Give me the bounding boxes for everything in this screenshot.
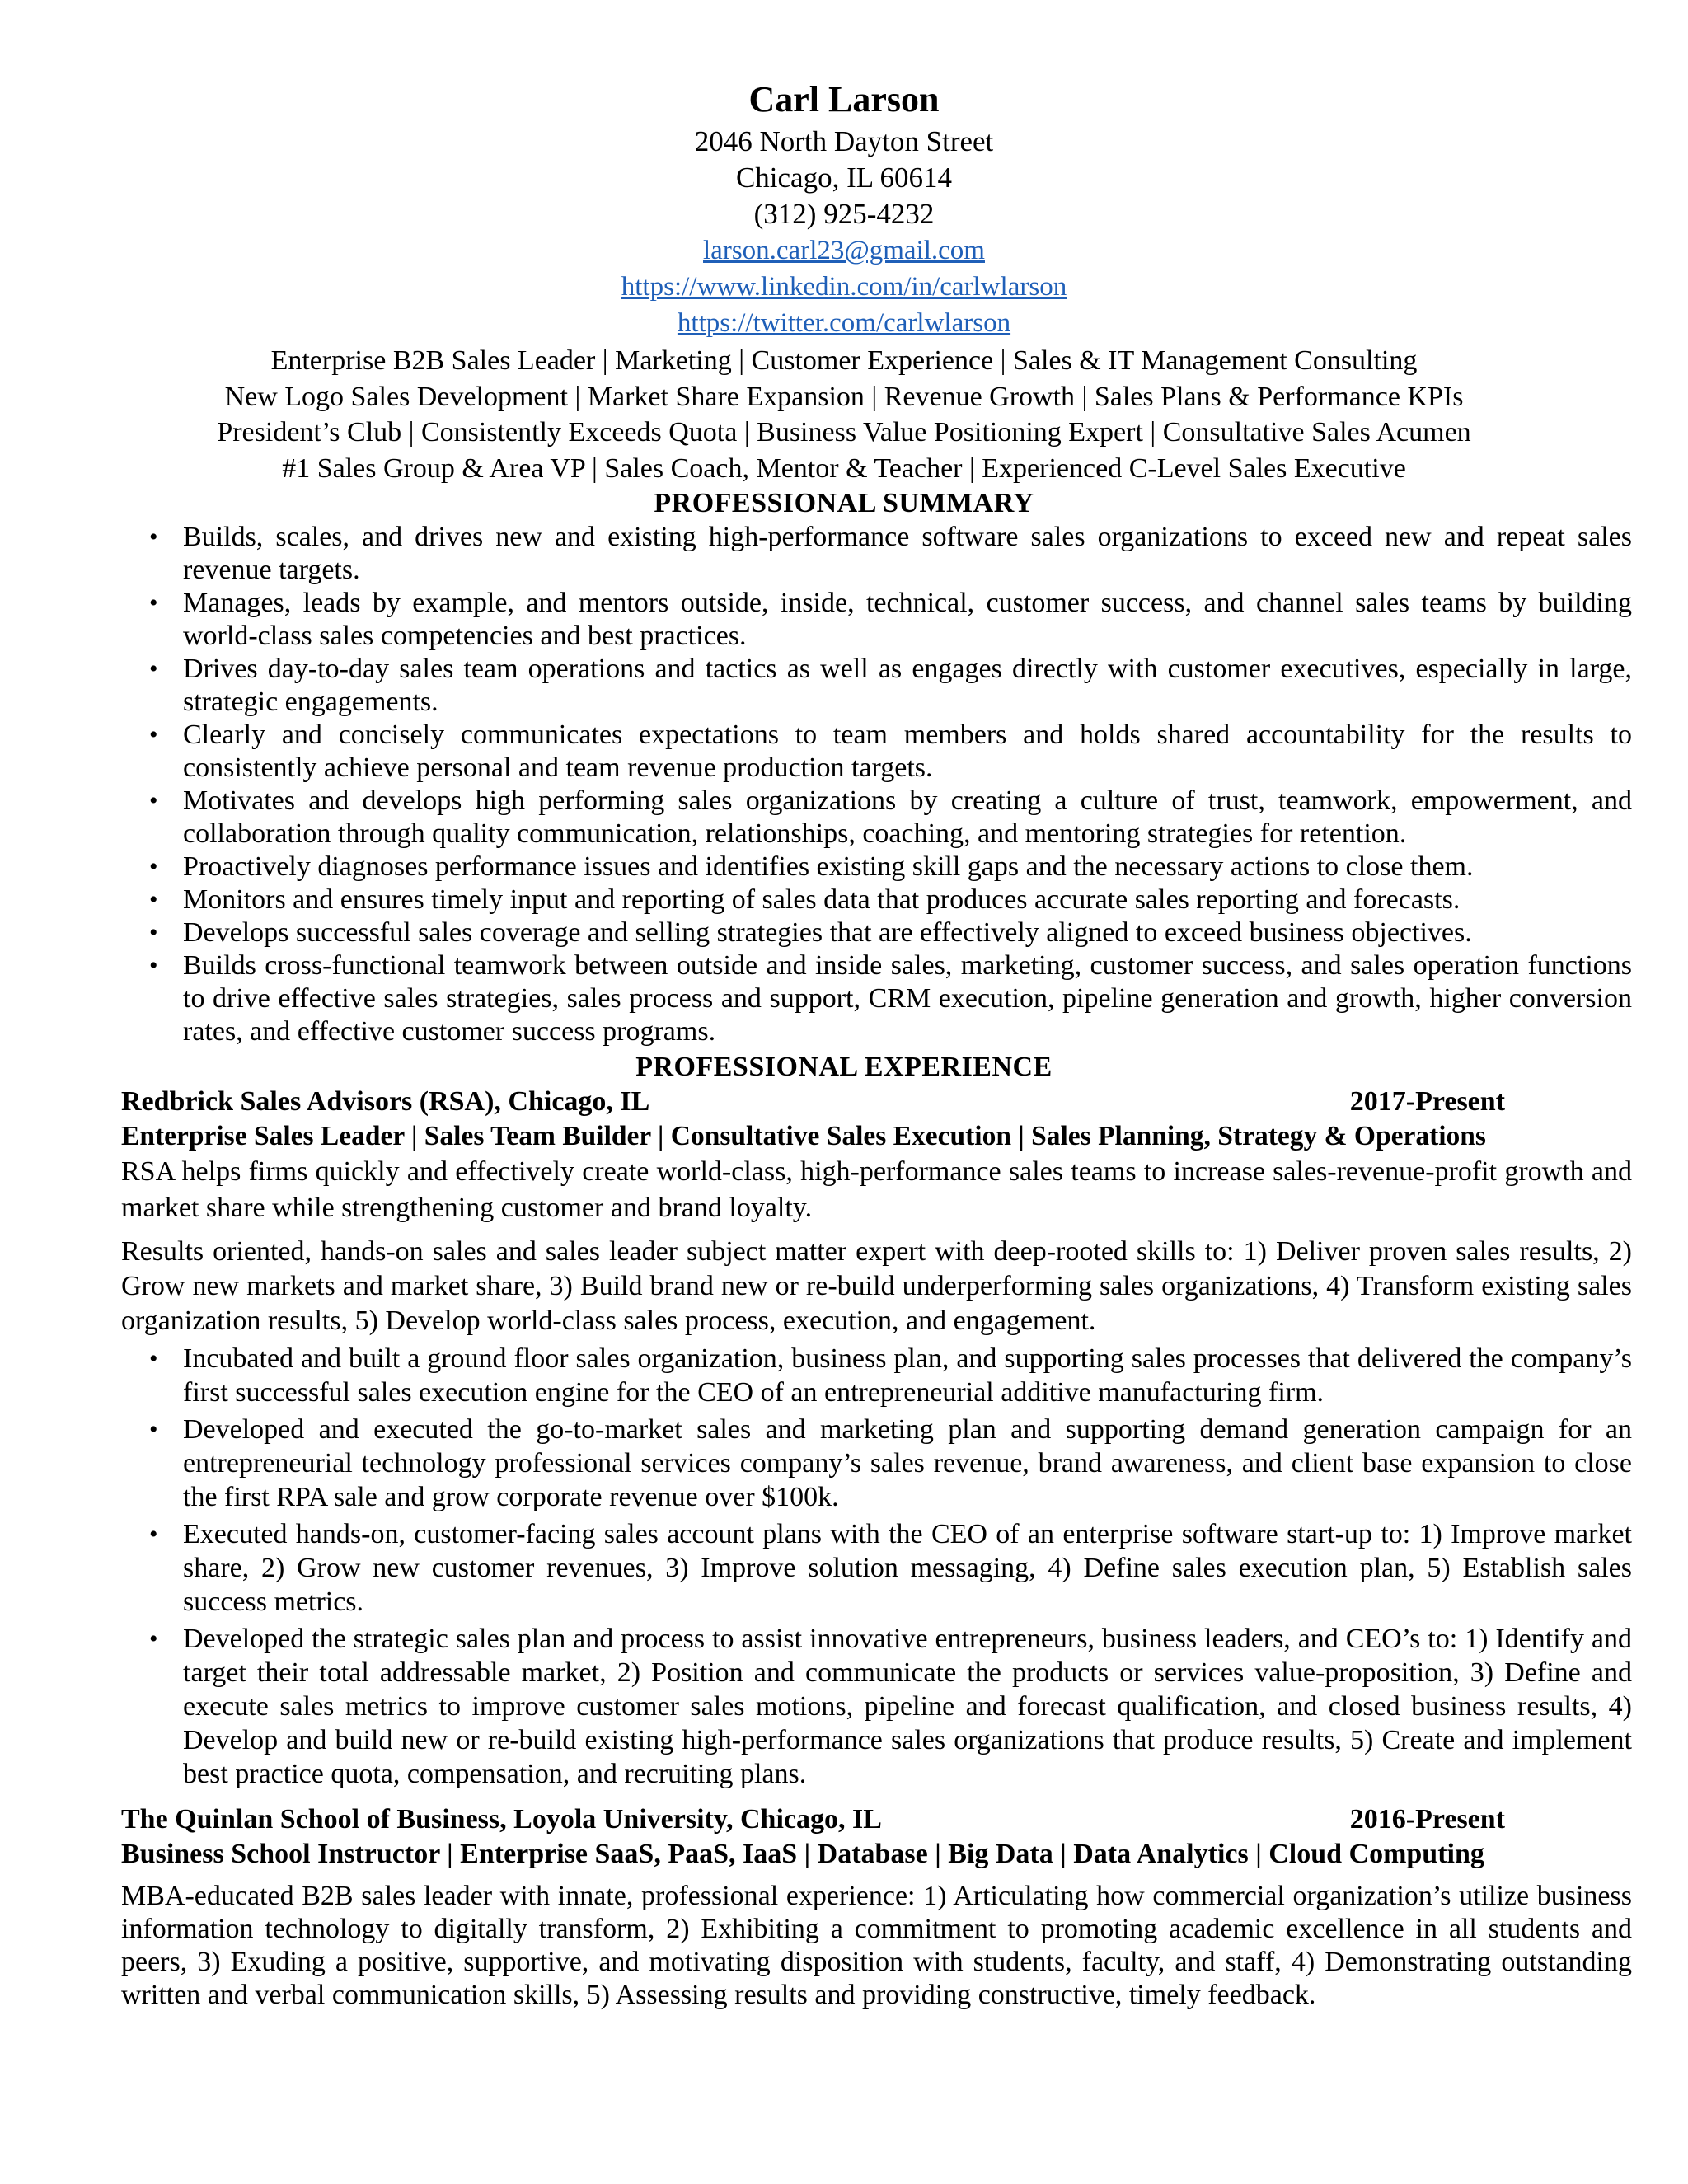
job-entry-rsa [121,1085,1632,1791]
bullet-text: Motivates and develops high performing sales organizations by creating a culture of trust, teamwork, empowerment, and collaboration through quality communication, relationships, coaching, and mentoring strategies for retention. [183,785,1632,849]
job-dates: 2017-Present [1349,1086,1505,1117]
job-subtitle: Enterprise Sales Leader | Sales Team Builder | Consultative Sales Execution | Sales Planning, Strategy & Operations [121,1121,1486,1151]
bullet-text: Proactively diagnoses performance issues and identifies existing skill gaps and the necessary actions to close them. [183,851,1474,882]
summary-bullet [121,883,1632,916]
job-entry-loyola [121,1802,1632,2012]
bullet-icon: • [149,523,158,551]
headline-line: New Logo Sales Development | Market Share Expansion | Revenue Growth | Sales Plans & Performance KPIs [224,381,1464,412]
summary-bullet [121,521,1632,587]
contact-header [0,76,1688,341]
bullet-text: Manages, leads by example, and mentors outside, inside, technical, customer success, and channel sales teams by building world-class sales competencies and best practices. [183,588,1632,651]
bullet-icon: • [149,655,158,682]
bullet-text: Developed the strategic sales plan and process to assist innovative entrepreneurs, business leaders, and CEO’s to: 1) Identify and target their total addressable market, 2) Position and communicate the products or services value-proposition, 3) Define and execute sales metrics to improve customer sales motions, pipeline and forecast qualification, and closed business results, 4) Develop and build new or re-build existing high-performance sales organizations that produce results, 5) Create and implement best practice quota, compensation, and recruiting plans. [183,1624,1632,1789]
company-name: The Quinlan School of Business, Loyola University, Chicago, IL [121,1804,882,1835]
email-link[interactable]: larson.carl23@gmail.com [703,236,985,265]
bullet-text: Drives day-to-day sales team operations and tactics as well as engages directly with customer executives, especially in large, strategic engagements. [183,654,1632,717]
summary-bullet-list [121,521,1632,1048]
twitter-link[interactable]: https://twitter.com/carlwlarson [677,308,1011,338]
candidate-name: Carl Larson [748,79,940,120]
bullet-icon: • [149,1521,158,1548]
bullet-icon: • [149,721,158,748]
summary-bullet [121,785,1632,851]
headline-line: Enterprise B2B Sales Leader | Marketing | Customer Experience | Sales & IT Management Consulting [270,345,1418,376]
bullet-text: Clearly and concisely communicates expectations to team members and holds shared accountability for the results to consistently achieve personal and team revenue production targets. [183,719,1632,783]
summary-bullet [121,653,1632,719]
job-bullet [121,1342,1632,1409]
summary-bullet [121,916,1632,949]
role-description: MBA-educated B2B sales leader with innate, professional experience: 1) Articulating how commercial organization’s utilize business information technology to digitally transform, 2) Exhibiting a commitment to promoting academic excellence in all students and peers, 3) Exuding a positive, supportive, and motivating disposition with students, faculty, and staff, 4) Demonstrating outstanding written and verbal communication skills, 5) Assessing results and providing constructive, timely feedback. [121,1881,1632,2010]
headline-line: #1 Sales Group & Area VP | Sales Coach, Mentor & Teacher | Experienced C-Level Sales Executive [282,452,1406,484]
job-bullet-list [121,1342,1632,1791]
job-bullet [121,1413,1632,1514]
bullet-icon: • [149,919,158,946]
headline-line: President’s Club | Consistently Exceeds Quota | Business Value Positioning Expert | Consultative Sales Acumen [217,417,1471,448]
bullet-text: Executed hands-on, customer-facing sales account plans with the CEO of an enterprise software start-up to: 1) Improve market share, 2) Grow new customer revenues, 3) Improve solution messaging, 4) Define sales execution plan, 5) Establish sales success metrics. [183,1519,1632,1617]
job-dates: 2016-Present [1349,1804,1505,1835]
bullet-text: Monitors and ensures timely input and reporting of sales data that produces accurate sales reporting and forecasts. [183,884,1461,915]
bullet-text: Builds, scales, and drives new and existing high-performance software sales organizations to exceed new and repeat sales revenue targets. [183,522,1632,585]
bullet-icon: • [149,589,158,616]
job-subtitle: Business School Instructor | Enterprise SaaS, PaaS, IaaS | Database | Big Data | Data Analytics | Cloud Computing [121,1839,1484,1869]
summary-bullet [121,949,1632,1048]
summary-section-title: PROFESSIONAL SUMMARY [654,488,1034,518]
role-summary: Results oriented, hands-on sales and sales leader subject matter expert with deep-rooted skills to: 1) Deliver proven sales results, 2) Grow new markets and market share, 3) Build brand new or re-build underperforming sales organizations, 4) Transform existing sales organization results, 5) Develop world-class sales process, execution, and engagement. [121,1236,1632,1336]
bullet-text: Develops successful sales coverage and selling strategies that are effectively aligned to exceed business objectives. [183,917,1472,948]
address-line-2: Chicago, IL 60614 [735,162,953,194]
summary-bullet [121,587,1632,653]
summary-bullet [121,851,1632,883]
job-header [121,1802,1632,1837]
phone-number: (312) 925-4232 [753,198,935,230]
address-line-1: 2046 North Dayton Street [694,125,994,157]
bullet-text: Incubated and built a ground floor sales organization, business plan, and supporting sales processes that delivered the company’s first successful sales execution engine for the CEO of an entrepreneurial additive manufacturing firm. [183,1343,1632,1408]
bullet-text: Builds cross-functional teamwork between outside and inside sales, marketing, customer success, and sales operation functions to drive effective sales strategies, sales process and support, CRM execution, pipeline generation and growth, higher conversion rates, and effective customer success programs. [183,950,1632,1047]
bullet-icon: • [149,1345,158,1372]
company-description: RSA helps firms quickly and effectively create world-class, high-performance sales teams to increase sales-revenue-profit growth and market share while strengthening customer and brand loyalty. [121,1156,1632,1223]
job-header [121,1085,1632,1119]
bullet-icon: • [149,952,158,979]
bullet-icon: • [149,787,158,814]
headline-block [0,343,1688,486]
bullet-text: Developed and executed the go-to-market sales and marketing plan and supporting demand generation campaign for an entrepreneurial technology professional services company’s sales revenue, brand awareness, and client base expansion to close the first RPA sale and grow corporate revenue over $100k. [183,1414,1632,1512]
bullet-icon: • [149,1625,158,1652]
bullet-icon: • [149,853,158,880]
bullet-icon: • [149,886,158,913]
bullet-icon: • [149,1416,158,1443]
summary-bullet [121,719,1632,785]
experience-section-title: PROFESSIONAL EXPERIENCE [635,1052,1053,1082]
job-bullet [121,1622,1632,1791]
linkedin-link[interactable]: https://www.linkedin.com/in/carlwlarson [621,272,1067,302]
company-name: Redbrick Sales Advisors (RSA), Chicago, IL [121,1086,650,1117]
job-bullet [121,1517,1632,1619]
